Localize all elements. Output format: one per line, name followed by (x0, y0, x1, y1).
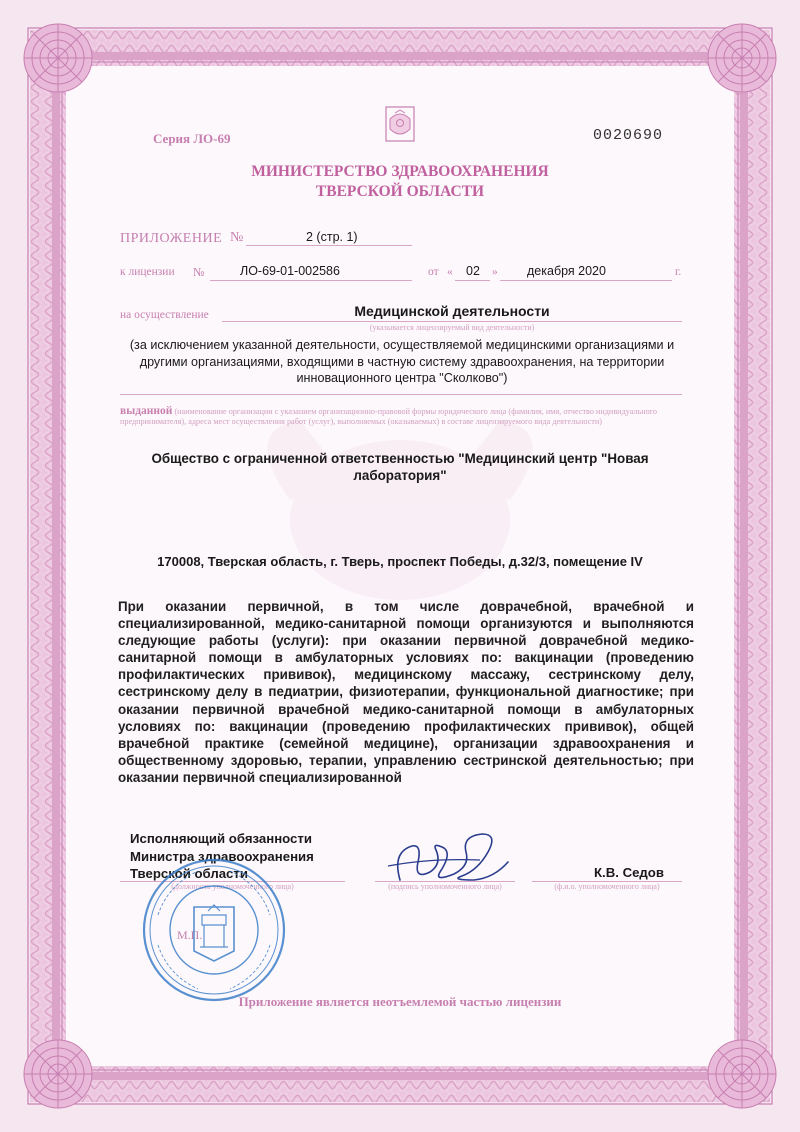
ministry-title-line2: ТВЕРСКОЙ ОБЛАСТИ (315, 183, 485, 200)
seal-place-label: М.П. (177, 928, 203, 942)
official-seal-stamp (138, 855, 290, 1005)
name-hint: (ф.и.о. уполномоченного лица) (554, 882, 660, 891)
appendix-label: ПРИЛОЖЕНИЕ (120, 231, 223, 246)
coat-of-arms-icon (384, 105, 416, 143)
activity-hint: (указывается лицензируемый вид деятельности) (369, 323, 535, 332)
issued-hint: (наименование организации с указанием организационно-правовой формы юридического лица (фамилия, имя, отчество индивидуального предпринимателя), адреса мест осуществления работ (услуг), выполняемых (оказываемых) в составе лицензируемого вида деятельности) (120, 407, 657, 426)
activity-label: на осуществление (120, 309, 209, 321)
appendix-value: 2 (стр. 1) (306, 230, 358, 244)
license-from-label: от (428, 266, 439, 278)
position-line2: Министра здравоохранения (130, 848, 314, 864)
signatory-name: К.В. Седов (594, 865, 664, 880)
services-text: При оказании первичной, в том числе доврачебной, врачебной и специализированной, медико-санитарной помощи организуются и выполняются следующие работы (услуги): при оказании первичной доврачебной медико-санитарной помощи в амбулаторных условиях по: вакцинации (проведению профилактических прививок), медицинскому массажу, сестринскому делу, сестринскому делу в педиатрии, физиотерапии, функциональной диагностике; при оказании первичной врачебной медико-санитарной помощи в амбулаторных условиях по: вакцинации (проведению профилактических прививок), общей врачебной практике (семейной медицине), организации здравоохранения и общественному здоровью, терапии, управлению сестринской деятельностью; при оказании первичной специализированной (118, 599, 694, 785)
license-year-suffix: г. (675, 266, 682, 278)
ministry-title-line1: МИНИСТЕРСТВО ЗДРАВООХРАНЕНИЯ (251, 163, 549, 180)
license-label: к лицензии (120, 266, 175, 278)
license-month-year: декабря 2020 (527, 264, 606, 278)
organization-name: Общество с ограниченной ответственностью "Медицинский центр "Новая лаборатория" (151, 451, 649, 483)
position-hint: (должность уполномоченного лица) (171, 882, 294, 891)
signature-hint: (подпись уполномоченного лица) (388, 882, 502, 891)
organization-address: 170008, Тверская область, г. Тверь, проспект Победы, д.32/3, помещение IV (157, 554, 643, 569)
license-number: ЛО-69-01-002586 (240, 264, 340, 278)
form-number: 0020690 (593, 127, 664, 144)
appendix-number-sign: № (230, 230, 244, 245)
issued-label: выданной (120, 405, 173, 417)
position-line3: Тверской области (130, 866, 248, 881)
series-label: Серия ЛО-69 (153, 131, 231, 146)
footer-note: Приложение является неотъемлемой частью лицензии (238, 994, 562, 1009)
license-quote-close: » (492, 266, 498, 278)
license-quote-open: « (447, 266, 453, 278)
license-number-sign: № (193, 265, 205, 279)
activity-exclusion: (за исключением указанной деятельности, осуществляемой медицинскими организациями и другими организациями, входящими в частную систему здравоохранения, на территории инновационного центра "Сколково") (129, 338, 675, 385)
issued-hint-block (120, 406, 682, 427)
position-line1: Исполняющий обязанности (130, 831, 312, 846)
license-day: 02 (466, 264, 480, 278)
activity-value: Медицинской деятельности (354, 303, 550, 319)
